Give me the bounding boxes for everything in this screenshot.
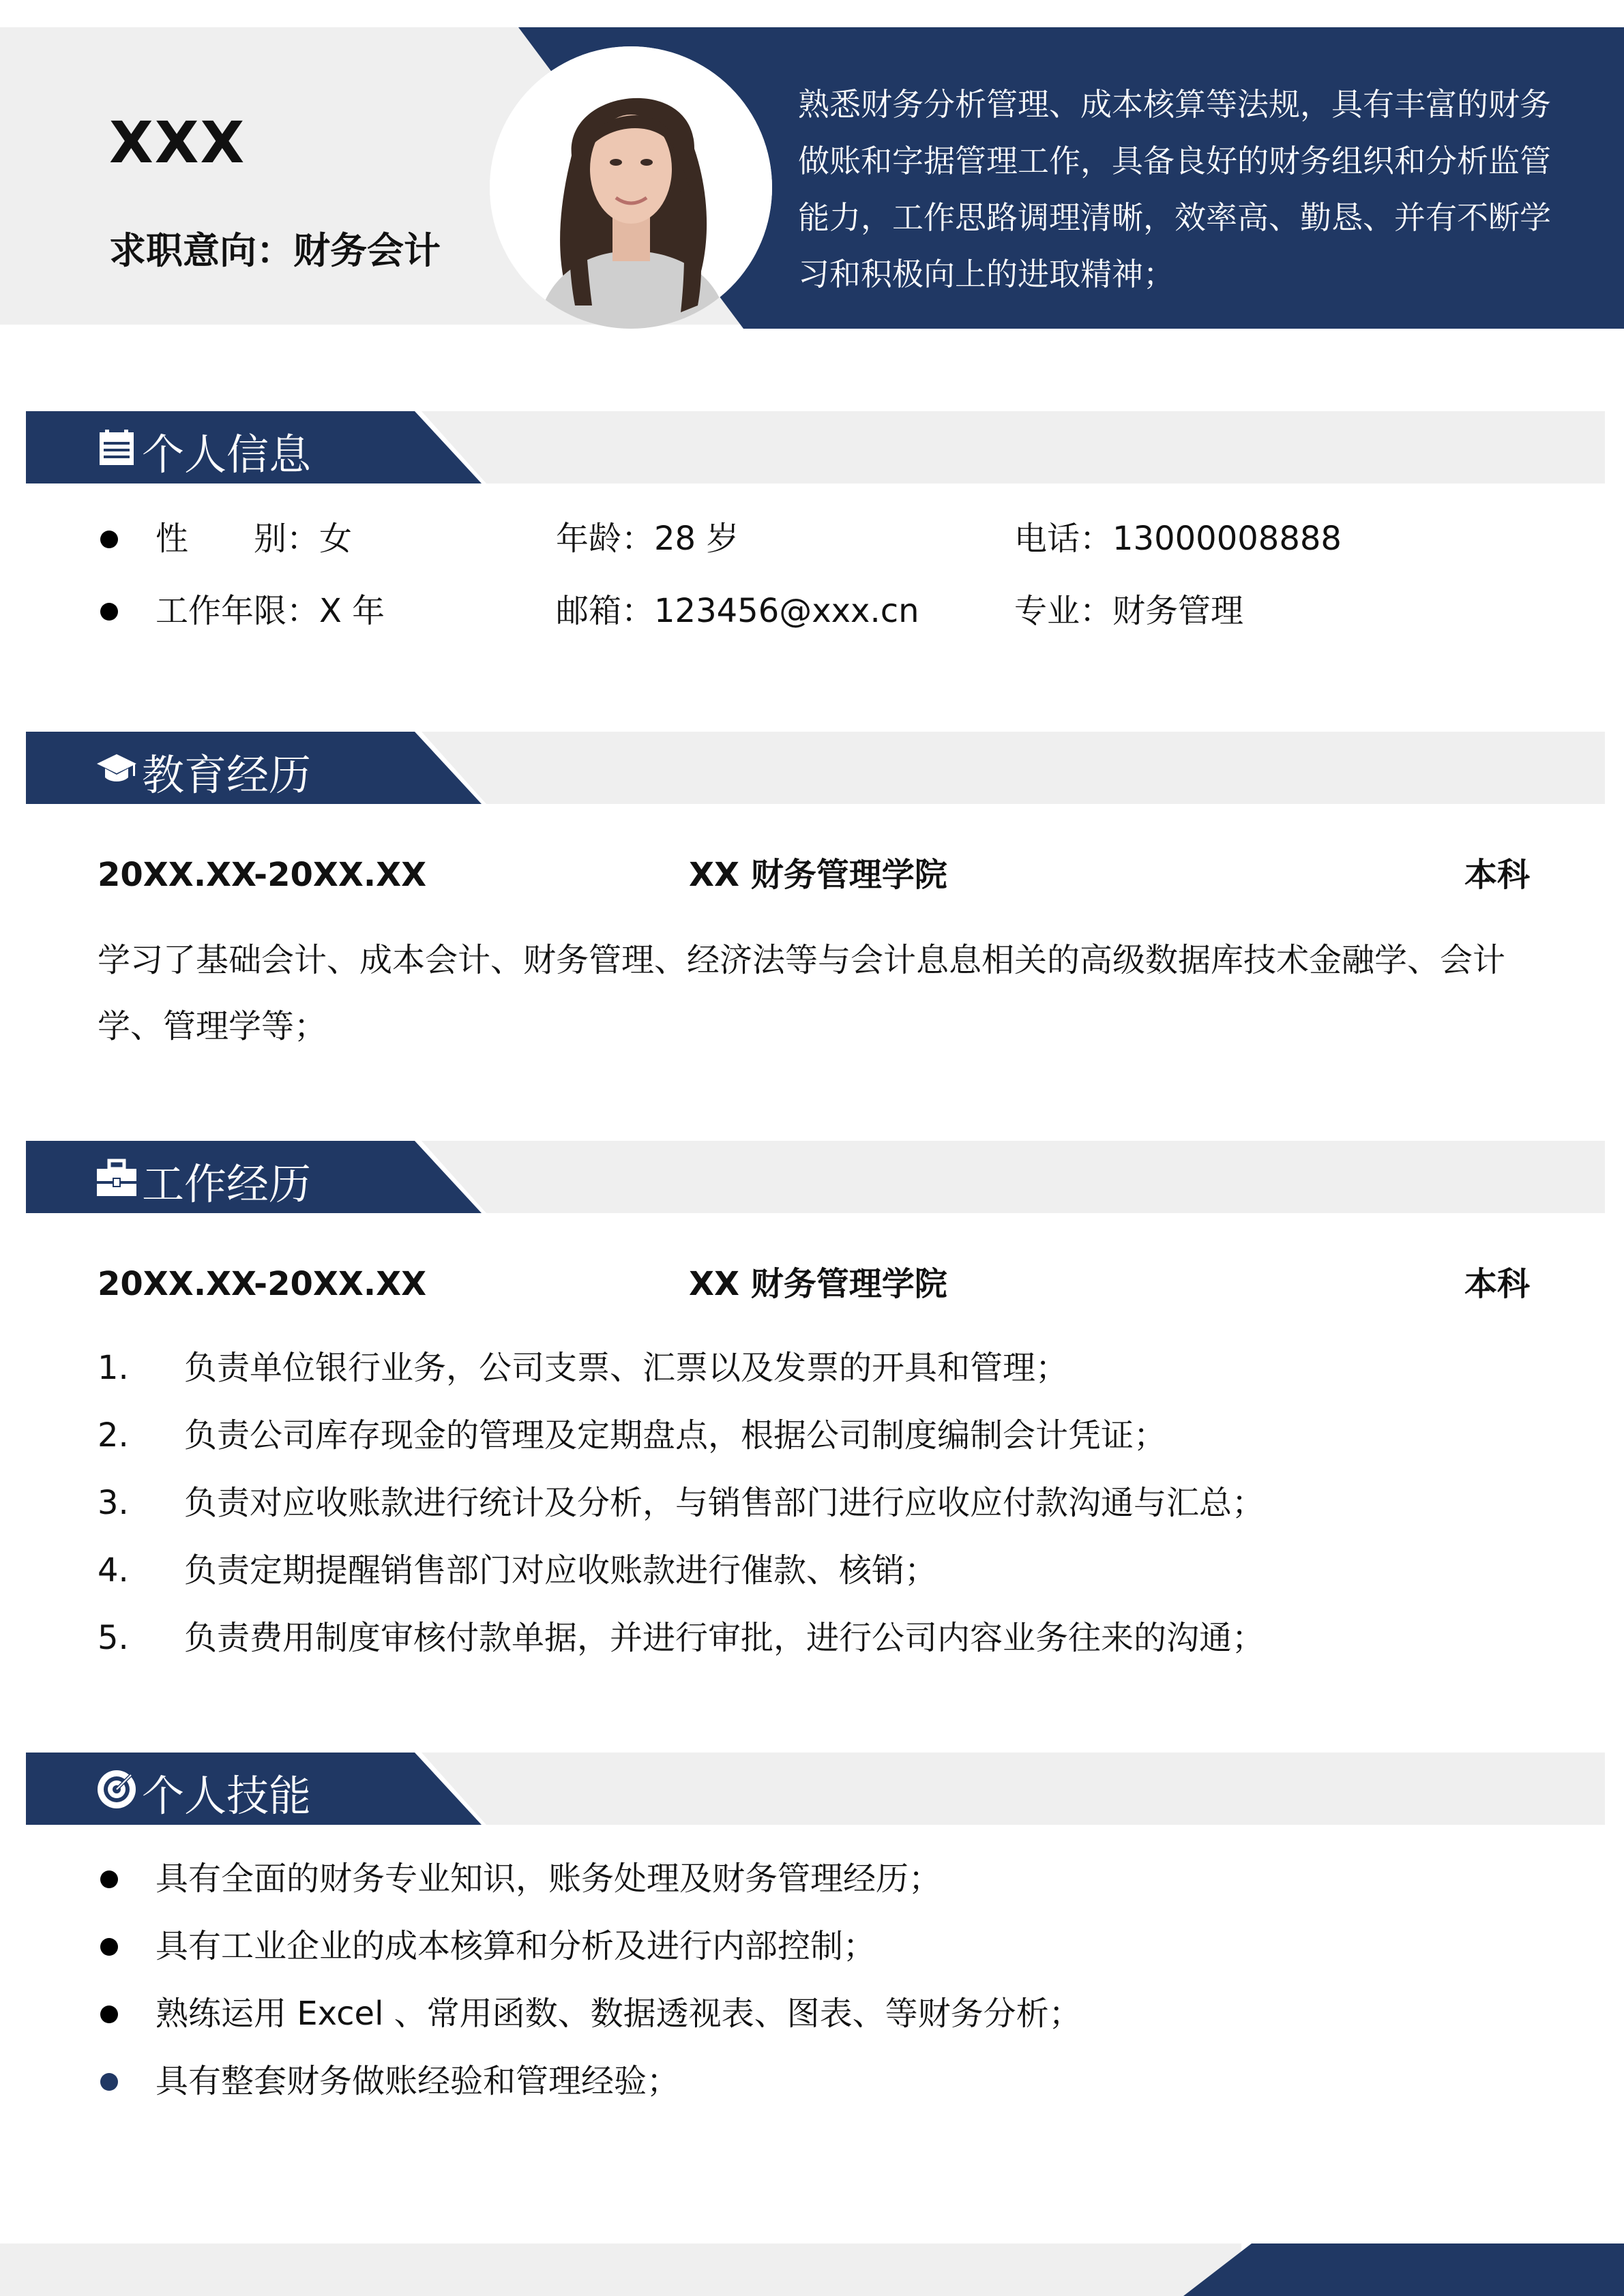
work-degree: 本科 — [1464, 1265, 1531, 1303]
footer-grey-band — [0, 2243, 1241, 2296]
work-item-number: 2. — [98, 1416, 129, 1455]
work-item-number: 3. — [98, 1484, 129, 1522]
education-date: 20XX.XX-20XX.XX — [98, 856, 427, 894]
info-age: 年龄：28 岁 — [556, 520, 739, 558]
work-item-text: 负责单位银行业务，公司支票、汇票以及发票的开具和管理； — [184, 1349, 1069, 1387]
skill-item: 熟练运用 Excel 、常用函数、数据透视表、图表、等财务分析； — [156, 1995, 1082, 2033]
work-item-text: 负责公司库存现金的管理及定期盘点，根据公司制度编制会计凭证； — [184, 1416, 1167, 1455]
work-item-number: 1. — [98, 1349, 129, 1387]
section-header-personal — [26, 411, 1605, 483]
info-email: 邮箱：123456@xxx.cn — [556, 592, 919, 630]
target-icon — [95, 1768, 138, 1810]
education-description: 学习了基础会计、成本会计、财务管理、经济法等与会计息息相关的高级数据库技术金融学、会计学、管理学等； — [98, 941, 1506, 1045]
bullet-dot — [100, 2073, 118, 2091]
info-major: 专业：财务管理 — [1014, 592, 1244, 630]
id-card-icon — [95, 427, 138, 469]
info-phone: 电话：13000008888 — [1014, 520, 1342, 558]
work-item-number: 4. — [98, 1551, 129, 1590]
work-item-text: 负责对应收账款进行统计及分析，与销售部门进行应收应付款沟通与汇总； — [184, 1484, 1265, 1522]
skill-item: 具有整套财务做账经验和管理经验； — [156, 2062, 680, 2100]
section-title-work: 工作经历 — [142, 1159, 312, 1209]
bullet-dot — [100, 2006, 118, 2023]
job-intent: 求职意向：财务会计 — [109, 229, 441, 272]
footer-blue-band — [1183, 2243, 1624, 2296]
self-summary: 熟悉财务分析管理、成本核算等法规，具有丰富的财务做账和字据管理工作，具备良好的财务组织和分析监管能力，工作思路调理清晰，效率高、勤恳、并有不断学习和积极向上的进取精神； — [798, 86, 1551, 293]
section-header-work — [26, 1141, 1605, 1213]
section-title-education: 教育经历 — [142, 750, 312, 800]
section-title-personal: 个人信息 — [142, 430, 312, 479]
education-degree: 本科 — [1464, 856, 1531, 894]
avatar — [490, 46, 772, 329]
work-company: XX 财务管理学院 — [689, 1265, 947, 1303]
education-school: XX 财务管理学院 — [689, 856, 947, 894]
bullet-dot — [100, 531, 118, 548]
candidate-name: XXX — [109, 109, 246, 176]
work-item-text: 负责定期提醒销售部门对应收账款进行催款、核销； — [184, 1551, 938, 1590]
skill-item: 具有工业企业的成本核算和分析及进行内部控制； — [156, 1927, 876, 1965]
bullet-dot — [100, 603, 118, 621]
graduation-cap-icon — [95, 747, 138, 790]
section-header-skills — [26, 1753, 1605, 1825]
section-header-education — [26, 732, 1605, 804]
work-date: 20XX.XX-20XX.XX — [98, 1265, 427, 1303]
section-title-skills: 个人技能 — [142, 1771, 312, 1821]
bullet-dot — [100, 1870, 118, 1888]
work-item-number: 5. — [98, 1619, 129, 1657]
bullet-dot — [100, 1938, 118, 1956]
info-gender: 性 别：女 — [156, 520, 353, 558]
info-years: 工作年限：X 年 — [156, 592, 385, 630]
skill-item: 具有全面的财务专业知识，账务处理及财务管理经历； — [156, 1860, 942, 1898]
work-item-text: 负责费用制度审核付款单据，并进行审批，进行公司内容业务往来的沟通； — [184, 1619, 1265, 1657]
briefcase-icon — [95, 1157, 138, 1199]
